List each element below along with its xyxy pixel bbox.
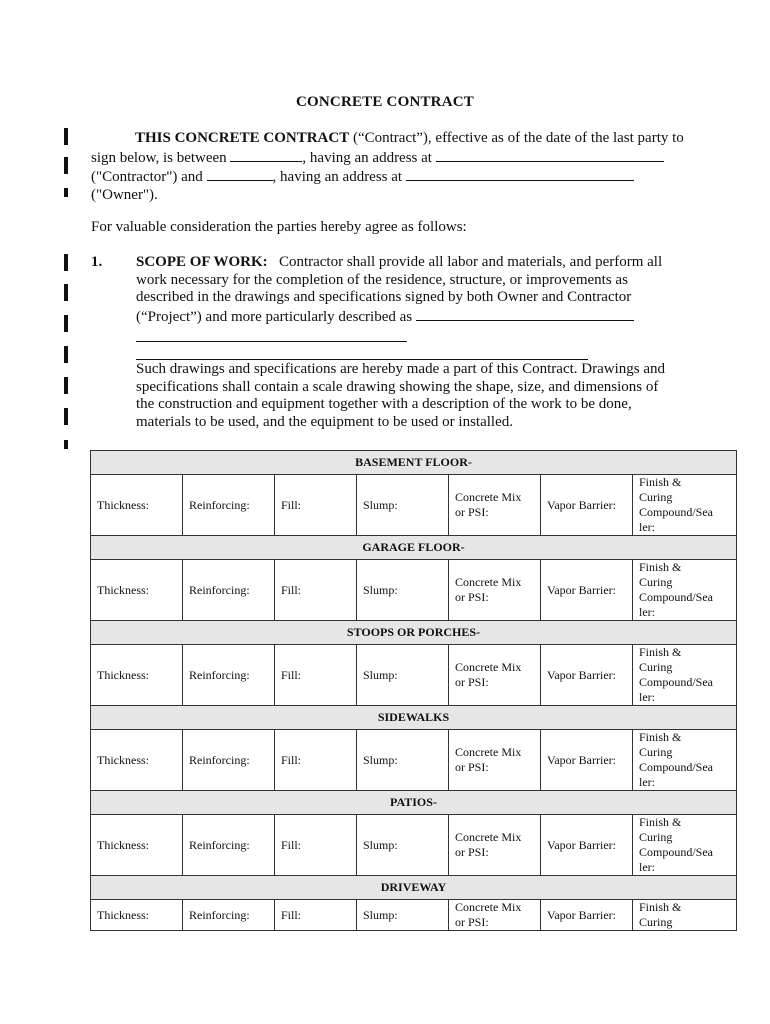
spec-row	[91, 730, 737, 791]
spec-row	[91, 815, 737, 876]
margin-change-bar	[64, 408, 68, 425]
thickness-label: Thickness:	[97, 582, 149, 597]
consideration-text: For valuable consideration the parties hereby agree as follows:	[91, 219, 467, 235]
section-header-row	[91, 876, 737, 900]
concrete-mix-cell[interactable]	[449, 560, 541, 621]
finish-label-line: Finish &	[639, 560, 682, 574]
thickness-cell[interactable]	[91, 645, 183, 706]
finish-curing-cell[interactable]	[633, 730, 737, 791]
fill-label: Fill:	[281, 497, 302, 512]
finish-label-line: ler:	[639, 520, 655, 534]
intro-paragraph: THIS CONCRETE CONTRACT (“Contract”), effective as of the date of the last party to sign below, is between , having an address at ("Contractor") and , having an address at ("Owner").	[91, 130, 684, 204]
section-header-row	[91, 621, 737, 645]
section-header: GARAGE FLOOR-	[91, 536, 737, 560]
margin-change-bar	[64, 440, 68, 449]
owner-address-field[interactable]	[406, 167, 634, 181]
vapor-barrier-cell[interactable]	[541, 900, 633, 931]
slump-label: Slump:	[363, 837, 398, 852]
finish-label-line: Compound/Sea	[639, 675, 713, 689]
concrete-mix-cell[interactable]	[449, 730, 541, 791]
spec-row	[91, 475, 737, 536]
thickness-label: Thickness:	[97, 907, 149, 922]
margin-change-bar	[64, 188, 68, 197]
fill-cell[interactable]	[275, 900, 357, 931]
slump-label: Slump:	[363, 497, 398, 512]
fill-label: Fill:	[281, 752, 302, 767]
reinforcing-cell[interactable]	[183, 645, 275, 706]
reinforcing-label: Reinforcing:	[189, 907, 250, 922]
margin-change-bar	[64, 157, 68, 174]
finish-label-line: Finish &	[639, 815, 682, 829]
spec-row	[91, 900, 737, 931]
fill-cell[interactable]	[275, 645, 357, 706]
slump-label: Slump:	[363, 582, 398, 597]
reinforcing-label: Reinforcing:	[189, 667, 250, 682]
concrete-mix-label: Concrete Mix or PSI:	[455, 575, 522, 604]
reinforcing-cell[interactable]	[183, 900, 275, 931]
slump-label: Slump:	[363, 667, 398, 682]
section-header: DRIVEWAY	[91, 876, 737, 900]
finish-label-line: Finish &	[639, 900, 682, 914]
section-header-row	[91, 791, 737, 815]
finish-label-line: Finish &	[639, 475, 682, 489]
finish-label-line: Compound/Sea	[639, 845, 713, 859]
fill-label: Fill:	[281, 837, 302, 852]
margin-change-bar	[64, 128, 68, 145]
contractor-name-field[interactable]	[230, 148, 302, 162]
slump-label: Slump:	[363, 752, 398, 767]
concrete-mix-label: Concrete Mix or PSI:	[455, 900, 522, 929]
vapor-barrier-label: Vapor Barrier:	[547, 907, 616, 922]
concrete-mix-cell[interactable]	[449, 815, 541, 876]
finish-label-line: Compound/Sea	[639, 760, 713, 774]
finish-label-line: Curing	[639, 745, 673, 759]
concrete-mix-label: Concrete Mix or PSI:	[455, 745, 522, 774]
reinforcing-cell[interactable]	[183, 560, 275, 621]
fill-cell[interactable]	[275, 815, 357, 876]
concrete-mix-label: Concrete Mix or PSI:	[455, 830, 522, 859]
finish-label-line: Curing	[639, 915, 673, 929]
concrete-mix-label: Concrete Mix or PSI:	[455, 660, 522, 689]
slump-cell[interactable]	[357, 815, 449, 876]
finish-label-line: Compound/Sea	[639, 505, 713, 519]
fill-cell[interactable]	[275, 730, 357, 791]
drawings-paragraph: Such drawings and specifications are hereby made a part of this Contract. Drawings and specifications shall contain a scale drawing showing the shape, size, and dimensions of the construction and equipment together with a description of the work to be done, materials to be used, and the equipment to be used or installed.	[136, 361, 665, 431]
vapor-barrier-cell[interactable]	[541, 560, 633, 621]
section-header-row	[91, 706, 737, 730]
thickness-cell[interactable]	[91, 560, 183, 621]
vapor-barrier-cell[interactable]	[541, 815, 633, 876]
concrete-mix-cell[interactable]	[449, 645, 541, 706]
thickness-cell[interactable]	[91, 900, 183, 931]
concrete-mix-cell[interactable]	[449, 900, 541, 931]
vapor-barrier-label: Vapor Barrier:	[547, 582, 616, 597]
reinforcing-cell[interactable]	[183, 730, 275, 791]
vapor-barrier-label: Vapor Barrier:	[547, 752, 616, 767]
vapor-barrier-label: Vapor Barrier:	[547, 497, 616, 512]
owner-name-field[interactable]	[207, 167, 273, 181]
project-description-field[interactable]	[416, 307, 634, 321]
section-header: STOOPS OR PORCHES-	[91, 621, 737, 645]
finish-label-line: Curing	[639, 575, 673, 589]
reinforcing-label: Reinforcing:	[189, 837, 250, 852]
reinforcing-cell[interactable]	[183, 475, 275, 536]
reinforcing-label: Reinforcing:	[189, 752, 250, 767]
slump-cell[interactable]	[357, 475, 449, 536]
reinforcing-cell[interactable]	[183, 815, 275, 876]
thickness-cell[interactable]	[91, 815, 183, 876]
vapor-barrier-cell[interactable]	[541, 475, 633, 536]
finish-label-line: ler:	[639, 775, 655, 789]
thickness-label: Thickness:	[97, 837, 149, 852]
spec-row	[91, 645, 737, 706]
slump-label: Slump:	[363, 907, 398, 922]
intro-lead: THIS CONCRETE CONTRACT	[135, 130, 350, 146]
section-header: SIDEWALKS	[91, 706, 737, 730]
project-description-line-2[interactable]	[136, 328, 407, 342]
finish-curing-cell[interactable]	[633, 475, 737, 536]
slump-cell[interactable]	[357, 730, 449, 791]
fill-cell[interactable]	[275, 475, 357, 536]
vapor-barrier-cell[interactable]	[541, 730, 633, 791]
spec-row	[91, 560, 737, 621]
reinforcing-label: Reinforcing:	[189, 497, 250, 512]
section-header-row	[91, 451, 737, 475]
margin-change-bar	[64, 254, 68, 271]
thickness-label: Thickness:	[97, 497, 149, 512]
finish-label-line: Curing	[639, 490, 673, 504]
finish-label-line: Curing	[639, 830, 673, 844]
vapor-barrier-label: Vapor Barrier:	[547, 667, 616, 682]
thickness-cell[interactable]	[91, 730, 183, 791]
fill-label: Fill:	[281, 667, 302, 682]
finish-curing-cell[interactable]	[633, 645, 737, 706]
finish-label-line: Curing	[639, 660, 673, 674]
section-heading: SCOPE OF WORK:	[136, 254, 268, 270]
finish-label-line: Finish &	[639, 645, 682, 659]
finish-curing-cell[interactable]	[633, 815, 737, 876]
contractor-address-field[interactable]	[436, 148, 664, 162]
fill-label: Fill:	[281, 582, 302, 597]
vapor-barrier-label: Vapor Barrier:	[547, 837, 616, 852]
document-title: CONCRETE CONTRACT	[295, 94, 474, 110]
scope-paragraph: SCOPE OF WORK: Contractor shall provide all labor and materials, and perform all work necessary for the completion of the residence, structure, or improvements as described in the drawings and specifications signed by both Owner and Contractor (“Project”) and more particularly described as	[136, 254, 663, 326]
vapor-barrier-cell[interactable]	[541, 645, 633, 706]
section-header-row	[91, 536, 737, 560]
fill-label: Fill:	[281, 907, 302, 922]
margin-change-bar	[64, 377, 68, 394]
thickness-cell[interactable]	[91, 475, 183, 536]
section-header: BASEMENT FLOOR-	[91, 451, 737, 475]
slump-cell[interactable]	[357, 645, 449, 706]
thickness-label: Thickness:	[97, 752, 149, 767]
finish-label-line: ler:	[639, 605, 655, 619]
section-number: 1.	[91, 254, 103, 270]
margin-change-bar	[64, 315, 68, 332]
finish-label-line: ler:	[639, 690, 655, 704]
reinforcing-label: Reinforcing:	[189, 582, 250, 597]
project-description-line-3[interactable]	[136, 346, 588, 360]
slump-cell[interactable]	[357, 560, 449, 621]
finish-label-line: Compound/Sea	[639, 590, 713, 604]
finish-curing-cell[interactable]	[633, 560, 737, 621]
finish-curing-cell[interactable]	[633, 900, 737, 931]
finish-label-line: ler:	[639, 860, 655, 874]
thickness-label: Thickness:	[97, 667, 149, 682]
margin-change-bar	[64, 346, 68, 363]
finish-label-line: Finish &	[639, 730, 682, 744]
fill-cell[interactable]	[275, 560, 357, 621]
margin-change-bar	[64, 284, 68, 301]
concrete-mix-cell[interactable]	[449, 475, 541, 536]
section-header: PATIOS-	[91, 791, 737, 815]
concrete-spec-table	[90, 450, 737, 931]
concrete-mix-label: Concrete Mix or PSI:	[455, 490, 522, 519]
slump-cell[interactable]	[357, 900, 449, 931]
